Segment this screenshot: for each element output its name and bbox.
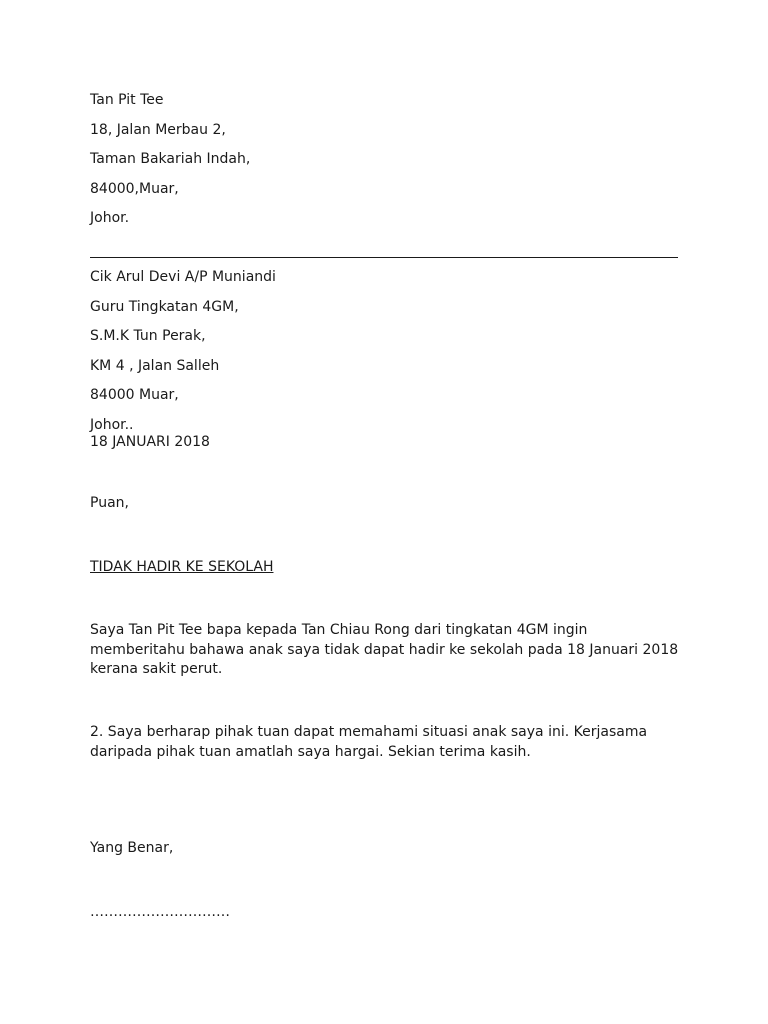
sender-address-line: Johor. [90, 210, 130, 226]
salutation: Puan, [90, 495, 129, 511]
body-paragraph-2 [90, 723, 690, 762]
letter-date: 18 JANUARI 2018 [90, 434, 210, 450]
sender-address-line: 84000,Muar, [90, 181, 179, 197]
paragraph-line: daripada pihak tuan amatlah saya hargai. Sekian terima kasih. [90, 743, 531, 760]
sender-name: Tan Pit Tee [90, 92, 164, 108]
signature-line: ………………………… [90, 904, 230, 920]
recipient-school: S.M.K Tun Perak, [90, 328, 206, 344]
recipient-address-line: Johor.. [90, 417, 134, 433]
recipient-name: Cik Arul Devi A/P Muniandi [90, 269, 276, 285]
recipient-address-line: 84000 Muar, [90, 387, 179, 403]
closing: Yang Benar, [90, 840, 174, 856]
recipient-title: Guru Tingkatan 4GM, [90, 299, 239, 315]
separator-line [90, 257, 678, 258]
letter-subject: TIDAK HADIR KE SEKOLAH [90, 559, 274, 575]
recipient-address-line: KM 4 , Jalan Salleh [90, 358, 220, 374]
sender-address-line: 18, Jalan Merbau 2, [90, 122, 226, 138]
paragraph-line: 2. Saya berharap pihak tuan dapat memahami situasi anak saya ini. Kerjasama [90, 724, 648, 740]
paragraph-line: memberitahu bahawa anak saya tidak dapat hadir ke sekolah pada 18 Januari 2018 [90, 641, 679, 658]
sender-address-line: Taman Bakariah Indah, [90, 151, 251, 167]
body-paragraph-1 [90, 621, 690, 680]
paragraph-line: Saya Tan Pit Tee bapa kepada Tan Chiau Rong dari tingkatan 4GM ingin [90, 622, 588, 638]
paragraph-line: kerana sakit perut. [90, 661, 223, 677]
